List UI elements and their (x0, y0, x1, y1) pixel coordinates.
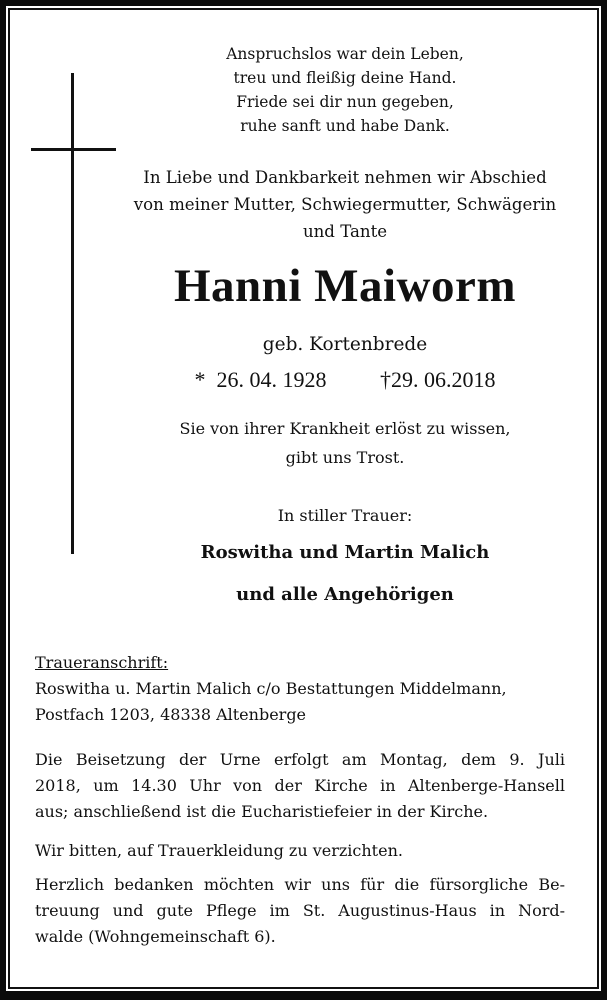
death-date-group (380, 366, 496, 394)
relief-line: Sie von ihrer Krankheit erlöst zu wissen, (179, 419, 511, 438)
relief-text (100, 414, 590, 472)
death-cross-icon: † (380, 367, 391, 392)
poem-line: Anspruchslos war dein Leben, (226, 45, 464, 63)
address-line: Postfach 1203, 48338 Altenberge (35, 705, 307, 724)
birth-name: geb. Kortenbrede (262, 334, 428, 355)
dress-code-note: Wir bitten, auf Trauerkleidung zu verzichten. (35, 841, 403, 860)
burial-line: 2018, um 14.30 Uhr von der Kirche in Altenberge-Hansell (35, 776, 565, 795)
farewell-line: von meiner Mutter, Schwiegermutter, Schwägerin (133, 195, 557, 214)
deceased-name: Hanni Maiworm (173, 260, 517, 312)
mourner-line: Roswitha und Martin Malich (200, 542, 490, 563)
poem-line: ruhe sanft und habe Dank. (240, 117, 450, 135)
address-label: Traueranschrift: (35, 653, 169, 672)
thanks-line: treuung und gute Pflege im St. Augustinus-Haus in Nord- (35, 901, 565, 920)
birth-date: 26. 04. 1928 (216, 367, 327, 392)
life-dates (100, 366, 590, 394)
address-line: Roswitha u. Martin Malich c/o Bestattungen Middelmann, (35, 679, 507, 698)
burial-line: Die Beisetzung der Urne erfolgt am Montag, dem 9. Juli (35, 750, 565, 769)
burial-info (35, 747, 565, 825)
birth-star-icon: * (194, 367, 206, 392)
death-date: 29. 06.2018 (391, 367, 496, 392)
cross-icon-horizontal (31, 148, 116, 151)
farewell-line: In Liebe und Dankbarkeit nehmen wir Abschied (143, 168, 547, 187)
thanks-note (35, 872, 565, 950)
thanks-line: Herzlich bedanken möchten wir uns für die fürsorgliche Be- (35, 875, 565, 894)
mourner-line: und alle Angehörigen (236, 584, 454, 605)
condolence-address (35, 650, 565, 728)
thanks-line: walde (Wohngemeinschaft 6). (35, 927, 276, 946)
relief-line: gibt uns Trost. (285, 448, 405, 467)
mourners (100, 532, 590, 616)
poem-line: treu und fleißig deine Hand. (233, 69, 457, 87)
poem (110, 42, 580, 138)
poem-line: Friede sei dir nun gegeben, (236, 93, 454, 111)
burial-line: aus; anschließend ist die Eucharistiefeier in der Kirche. (35, 802, 489, 821)
birth-date-group (195, 366, 327, 394)
cross-icon-vertical (71, 73, 74, 554)
farewell-line: und Tante (302, 222, 388, 241)
mourning-label: In stiller Trauer: (277, 506, 413, 525)
farewell-text (100, 164, 590, 245)
